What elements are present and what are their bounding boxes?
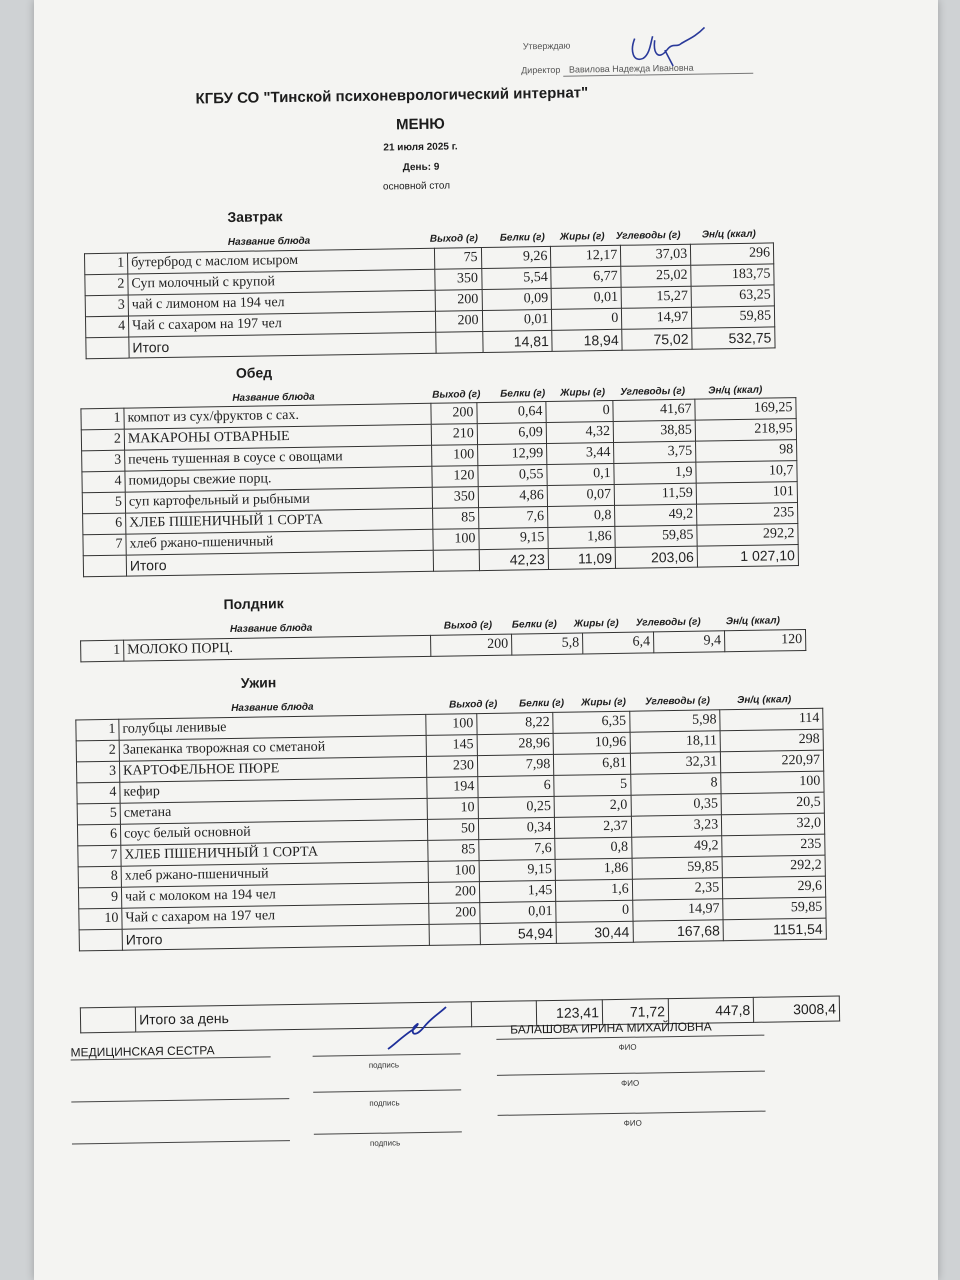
cell-yield: 100	[426, 714, 477, 736]
snack-header-protein: Белки (г)	[511, 618, 557, 631]
cell-protein: 5,8	[512, 633, 583, 655]
approval-label: Утверждаю	[522, 40, 571, 52]
day-total-table	[80, 995, 840, 1033]
dish-name: Чай с сахаром на 197 чел	[122, 903, 429, 929]
cell-protein: 7,98	[477, 754, 554, 776]
dish-name: КАРТОФЕЛЬНОЕ ПЮРЕ	[119, 756, 426, 782]
name-caption-1: ФИО	[618, 1042, 637, 1052]
director-signature	[594, 19, 735, 81]
cell-fat: 6,77	[551, 266, 621, 288]
signature-caption-2: подпись	[369, 1098, 400, 1108]
dish-name: Суп молочный с крупой	[128, 269, 435, 295]
total-fat: 18,94	[552, 329, 622, 351]
cell-carbs: 49,2	[631, 836, 722, 858]
cell-energy: 32,0	[722, 813, 825, 836]
menu-title: МЕНЮ	[395, 115, 445, 134]
dish-name: помидоры свежие порц.	[125, 466, 432, 492]
row-number: 2	[81, 429, 124, 451]
row-number: 4	[85, 316, 128, 338]
cell-fat: 2,37	[555, 816, 632, 838]
dinner-header-energy: Эн/ц (ккал)	[737, 694, 792, 707]
cell-protein: 0,25	[478, 796, 555, 818]
cell-fat: 3,44	[546, 442, 614, 464]
row-number: 1	[81, 640, 124, 662]
cell-energy: 292,2	[697, 524, 798, 547]
nurse-name: БАЛАШОВА ИРИНА МИХАЙЛОВНА	[510, 1019, 712, 1037]
total-label: Итого	[122, 924, 429, 950]
cell-carbs: 2,35	[632, 878, 723, 900]
cell-fat: 10,96	[553, 732, 630, 754]
lunch-header-energy: Эн/ц (ккал)	[708, 384, 763, 397]
cell-fat: 6,81	[554, 753, 631, 775]
cell-fat: 0,8	[555, 837, 632, 859]
cell-carbs: 18,11	[630, 731, 721, 753]
cell-protein: 12,99	[477, 444, 546, 466]
signature-line-2	[313, 1089, 461, 1092]
total-empty	[86, 337, 129, 359]
cell-carbs: 14,97	[632, 899, 723, 921]
dinner-header-carbs: Углеводы (г)	[645, 695, 710, 708]
dish-name: компот из сух/фруктов с сах.	[124, 403, 431, 429]
cell-protein: 9,15	[479, 527, 548, 549]
cell-yield: 50	[427, 819, 478, 841]
cell-protein: 28,96	[477, 733, 554, 755]
dinner-header-protein: Белки (г)	[519, 697, 565, 710]
cell-yield: 75	[434, 248, 481, 270]
dish-name: МАКАРОНЫ ОТВАРНЫЕ	[124, 424, 431, 450]
director-label: Директор	[521, 64, 561, 76]
total-carbs: 167,68	[633, 920, 724, 942]
snack-header-fat: Жиры (г)	[573, 617, 619, 630]
day-total-label: Итого за день	[135, 1002, 471, 1032]
cell-yield: 350	[435, 269, 482, 291]
lunch-header-fat: Жиры (г)	[560, 387, 606, 399]
total-fat: 30,44	[556, 921, 633, 943]
dish-name: голубцы ленивые	[119, 714, 426, 740]
cell-energy: 101	[696, 482, 797, 505]
total-yield-empty	[433, 550, 479, 572]
cell-carbs: 9,4	[653, 631, 724, 653]
dinner-title: Ужин	[240, 674, 277, 691]
total-label: Итого	[126, 550, 433, 576]
total-protein: 42,23	[479, 548, 548, 570]
total-label: Итого	[129, 332, 436, 358]
cell-protein: 0,09	[482, 288, 552, 310]
name-caption-2: ФИО	[621, 1078, 640, 1088]
cell-fat: 0,01	[552, 287, 622, 309]
snack-header-name: Название блюда	[229, 622, 313, 635]
cell-fat: 0,1	[547, 463, 615, 485]
total-protein: 14,81	[482, 330, 552, 352]
cell-fat: 0	[556, 900, 633, 922]
cell-fat: 0,8	[547, 505, 615, 527]
row-number: 1	[76, 719, 119, 741]
dish-name: бутерброд с маслом исыром	[127, 248, 434, 274]
row-number: 10	[79, 908, 122, 930]
dish-name: чай с молоком на 194 чел	[121, 882, 428, 908]
row-number: 7	[83, 534, 126, 556]
cell-energy: 59,85	[692, 306, 775, 328]
cell-energy: 298	[720, 729, 823, 752]
cell-protein: 0,64	[477, 402, 546, 424]
cell-carbs: 59,85	[632, 857, 723, 879]
row-number: 6	[83, 513, 126, 535]
cell-energy: 114	[720, 708, 823, 731]
cell-protein: 0,55	[478, 465, 547, 487]
snack-header-carbs: Углеводы (г)	[635, 616, 701, 629]
breakfast-table	[84, 242, 776, 359]
cell-yield: 210	[431, 424, 477, 446]
cell-yield: 194	[427, 777, 478, 799]
total-fat: 11,09	[548, 547, 616, 569]
cell-energy: 235	[697, 503, 798, 526]
menu-date: 21 июля 2025 г.	[383, 141, 458, 154]
row-number: 9	[78, 887, 121, 909]
cell-yield: 85	[428, 840, 479, 862]
cell-carbs: 38,85	[613, 420, 695, 442]
cell-yield: 10	[427, 798, 478, 820]
cell-yield: 100	[428, 861, 479, 883]
dish-name: ХЛЕБ ПШЕНИЧНЫЙ 1 СОРТА	[126, 508, 433, 534]
cell-fat: 1,86	[548, 526, 616, 548]
total-protein: 54,94	[480, 922, 557, 944]
cell-fat: 0,07	[547, 484, 615, 506]
cell-carbs: 3,75	[614, 441, 696, 463]
cell-protein: 9,15	[479, 859, 556, 881]
cell-carbs: 11,59	[614, 483, 696, 505]
cell-carbs: 8	[630, 773, 721, 795]
table-kind: основной стол	[382, 180, 451, 193]
director-name: Вавилова Надежда Ивановна	[563, 61, 754, 77]
cell-carbs: 5,98	[629, 710, 720, 732]
total-empty	[83, 555, 126, 577]
breakfast-title: Завтрак	[227, 208, 283, 225]
nurse-role: МЕДИЦИНСКАЯ СЕСТРА	[70, 1043, 215, 1060]
cell-carbs: 1,9	[614, 462, 696, 484]
day-total-protein: 123,41	[536, 1000, 603, 1026]
dish-name: МОЛОКО ПОРЦ.	[124, 635, 431, 661]
paper-sheet	[34, 0, 938, 1280]
cell-yield: 200	[431, 403, 477, 425]
cell-energy: 218,95	[695, 419, 796, 442]
cell-fat: 0	[552, 308, 622, 330]
cell-carbs: 14,97	[622, 307, 692, 329]
row-number: 4	[77, 782, 120, 804]
cell-fat: 1,6	[556, 879, 633, 901]
lunch-header-yield: Выход (г)	[432, 389, 481, 401]
cell-energy: 220,97	[721, 750, 824, 773]
row-number: 5	[82, 492, 125, 514]
breakfast-header-fat: Жиры (г)	[559, 231, 605, 243]
table-row	[81, 629, 806, 661]
total-energy: 532,75	[692, 327, 775, 349]
cell-yield: 350	[432, 487, 478, 509]
lunch-header-carbs: Углеводы (г)	[620, 385, 686, 398]
dish-name: ХЛЕБ ПШЕНИЧНЫЙ 1 СОРТА	[121, 840, 428, 866]
signature-line-3	[314, 1131, 462, 1134]
cell-protein: 9,26	[481, 246, 551, 268]
cell-carbs: 59,85	[615, 525, 697, 547]
lunch-header-name: Название блюда	[232, 391, 315, 404]
cell-carbs: 32,31	[630, 752, 721, 774]
institution-title: КГБУ СО "Тинской психоневрологический интернат"	[195, 84, 589, 108]
cell-energy: 169,25	[695, 398, 796, 421]
cell-protein: 1,45	[479, 880, 556, 902]
breakfast-header-yield: Выход (г)	[429, 233, 479, 245]
dish-name: суп картофельный и рыбными	[125, 487, 432, 513]
role-line-3	[72, 1140, 290, 1144]
snack-title: Полдник	[223, 595, 284, 613]
total-energy: 1 027,10	[697, 545, 798, 568]
cell-yield: 120	[432, 466, 478, 488]
signature-caption-3: подпись	[369, 1138, 401, 1148]
row-number: 3	[82, 450, 125, 472]
cell-yield: 100	[432, 445, 478, 467]
cell-yield: 200	[435, 290, 482, 312]
snack-header-yield: Выход (г)	[443, 619, 493, 632]
cell-protein: 5,54	[481, 267, 551, 289]
row-number: 8	[78, 866, 121, 888]
dish-name: Запеканка творожная со сметаной	[119, 735, 426, 761]
cell-carbs: 3,23	[631, 815, 722, 837]
cell-energy: 59,85	[723, 897, 826, 920]
cell-protein: 7,6	[479, 838, 556, 860]
cell-energy: 98	[696, 440, 797, 463]
cell-yield: 200	[435, 311, 482, 333]
breakfast-header-protein: Белки (г)	[499, 232, 545, 244]
dinner-table	[75, 708, 827, 952]
menu-day: День: 9	[402, 161, 440, 174]
cell-energy: 100	[721, 771, 824, 794]
cell-energy: 292,2	[722, 855, 825, 878]
dish-name: хлеб ржано-пшеничный	[126, 529, 433, 555]
snack-header-energy: Эн/ц (ккал)	[725, 615, 781, 628]
cell-energy: 10,7	[696, 461, 797, 484]
dish-name: Чай с сахаром на 197 чел	[128, 311, 435, 337]
cell-energy: 29,6	[723, 876, 826, 899]
cell-carbs: 41,67	[613, 399, 695, 421]
row-number: 2	[85, 274, 128, 296]
row-number: 1	[81, 408, 124, 430]
row-number: 3	[85, 295, 128, 317]
cell-energy: 183,75	[691, 264, 774, 286]
total-carbs: 75,02	[622, 328, 692, 350]
cell-fat: 1,86	[555, 858, 632, 880]
dinner-header-yield: Выход (г)	[449, 698, 498, 711]
cell-fat: 5	[554, 774, 631, 796]
row-number: 6	[77, 824, 120, 846]
cell-carbs: 15,27	[621, 286, 691, 308]
cell-energy: 20,5	[721, 792, 824, 815]
cell-yield: 200	[428, 882, 479, 904]
day-total-fat: 71,72	[602, 999, 668, 1025]
lunch-title: Обед	[235, 364, 273, 381]
cell-energy: 235	[722, 834, 825, 857]
cell-carbs: 25,02	[621, 265, 691, 287]
total-yield-empty	[436, 331, 483, 353]
cell-carbs: 49,2	[615, 504, 697, 526]
cell-protein: 4,86	[478, 485, 547, 507]
total-empty	[79, 929, 122, 951]
total-carbs: 203,06	[615, 546, 697, 568]
cell-fat: 0	[546, 400, 614, 422]
name-line-3	[498, 1111, 766, 1116]
name-caption-3: ФИО	[623, 1118, 642, 1128]
cell-yield: 145	[426, 735, 477, 757]
cell-energy: 296	[691, 243, 774, 265]
snack-table	[80, 629, 806, 662]
row-number: 2	[76, 740, 119, 762]
role-line-2	[71, 1098, 289, 1102]
cell-protein: 6,09	[477, 423, 546, 445]
dish-name: печень тушенная в соусе с овощами	[125, 445, 432, 471]
cell-fat: 6,4	[583, 632, 654, 654]
cell-protein: 6	[478, 775, 555, 797]
breakfast-header-energy: Эн/ц (ккал)	[701, 228, 756, 241]
cell-carbs: 0,35	[631, 794, 722, 816]
nurse-signature	[384, 1005, 454, 1055]
row-number: 5	[77, 803, 120, 825]
cell-yield: 230	[426, 756, 477, 778]
row-number: 7	[78, 845, 121, 867]
lunch-header-protein: Белки (г)	[500, 388, 546, 400]
breakfast-header-name: Название блюда	[227, 235, 311, 248]
cell-yield: 200	[429, 903, 480, 925]
row-number: 4	[82, 471, 125, 493]
lunch-table	[80, 397, 799, 577]
total-energy: 1151,54	[723, 918, 826, 941]
dish-name: чай с лимоном на 194 чел	[128, 290, 435, 316]
cell-protein: 0,01	[480, 901, 557, 923]
row-number: 1	[84, 253, 127, 275]
dinner-header-fat: Жиры (г)	[581, 696, 627, 709]
dish-name: кефир	[120, 777, 427, 803]
cell-yield: 100	[433, 529, 479, 551]
cell-energy: 63,25	[691, 285, 774, 307]
cell-yield: 200	[431, 634, 512, 656]
dinner-header-name: Название блюда	[231, 701, 314, 714]
dish-name: хлеб ржано-пшеничный	[121, 861, 428, 887]
cell-protein: 0,34	[478, 817, 555, 839]
signature-caption-1: подпись	[368, 1060, 400, 1070]
cell-carbs: 37,03	[621, 244, 691, 266]
cell-fat: 4,32	[546, 421, 614, 443]
day-total-energy: 3008,4	[754, 996, 840, 1022]
total-yield-empty	[429, 924, 480, 946]
row-number: 3	[76, 761, 119, 783]
day-total-carbs: 447,8	[668, 997, 754, 1023]
dish-name: соус белый основной	[120, 819, 427, 845]
name-line-2	[497, 1071, 765, 1076]
cell-energy: 120	[724, 629, 805, 651]
cell-fat: 2,0	[554, 795, 631, 817]
cell-fat: 12,17	[551, 245, 621, 267]
cell-yield: 85	[433, 508, 479, 530]
cell-fat: 6,35	[553, 711, 630, 733]
cell-protein: 7,6	[478, 506, 547, 528]
breakfast-header-carbs: Углеводы (г)	[615, 229, 681, 242]
cell-protein: 0,01	[482, 309, 552, 331]
cell-protein: 8,22	[477, 712, 554, 734]
dish-name: сметана	[120, 798, 427, 824]
